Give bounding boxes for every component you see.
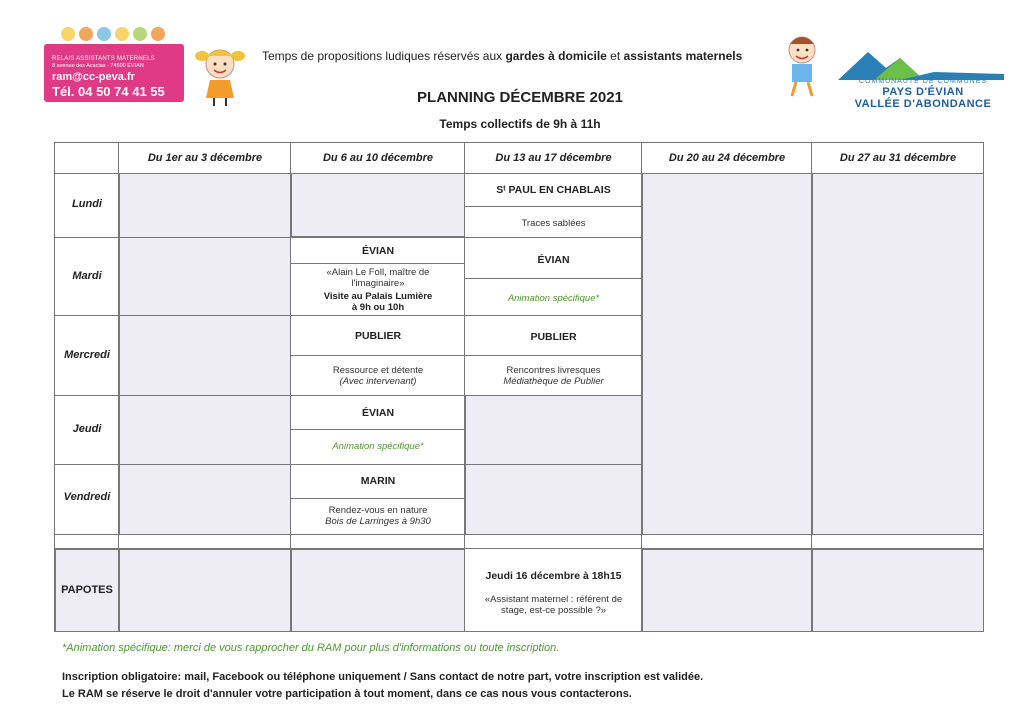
- grid-vline: [118, 143, 119, 632]
- vendredi-w2-activity-line2: Bois de Larringes à 9h30: [325, 516, 431, 527]
- boy-cartoon-icon: [780, 30, 824, 100]
- empty-cell-papotes-w5: [812, 549, 984, 632]
- footer-cancellation-line: Le RAM se réserve le droit d'annuler votre participation à tout moment, dans ce cas nous vous contacterons.: [62, 688, 632, 700]
- lundi-w3-activity: Traces sablées: [521, 218, 586, 229]
- row-label-vendredi: Vendredi: [63, 491, 111, 503]
- intro-bold-2: assistants maternels: [623, 49, 743, 63]
- column-header-2: Du 6 au 10 décembre: [322, 152, 434, 164]
- row-label-mardi: Mardi: [72, 270, 102, 282]
- grid-vline: [464, 143, 465, 632]
- mercredi-w2-location: PUBLIER: [354, 330, 402, 342]
- lundi-w3-location: Sᵗ PAUL EN CHABLAIS: [496, 184, 611, 196]
- ram-address: 8 avenue des Acacias - 74500 ÉVIAN: [52, 63, 144, 69]
- grid-hline: [55, 548, 983, 549]
- grid-subline: [291, 355, 642, 356]
- papotes-w3-topic-line2: stage, est-ce possible ?»: [500, 605, 607, 616]
- empty-cell-w5: [812, 173, 984, 535]
- column-header-5: Du 27 au 31 décembre: [839, 152, 957, 164]
- girl-cartoon-icon: [192, 42, 248, 108]
- footnote-animation: *Animation spécifique: merci de vous rapprocher du RAM pour plus d'informations ou toute inscription.: [62, 642, 560, 654]
- papotes-w3-topic-line1: «Assistant maternel : référent de: [484, 594, 623, 605]
- empty-cell-w1: [119, 173, 291, 535]
- jeudi-w2-location: ÉVIAN: [361, 407, 395, 419]
- mardi-w2-activity-line3: Visite au Palais Lumière: [323, 291, 433, 302]
- vendredi-w2-location: MARIN: [360, 475, 396, 487]
- mardi-w2-location: ÉVIAN: [361, 245, 395, 257]
- mardi-w2-activity-line2: l'imaginaire»: [351, 278, 405, 289]
- column-header-4: Du 20 au 24 décembre: [668, 152, 786, 164]
- grid-subline: [291, 498, 465, 499]
- column-header-1: Du 1er au 3 décembre: [147, 152, 263, 164]
- intro-plain-2: et: [606, 49, 624, 63]
- mardi-w3-activity: Animation spécifique*: [507, 293, 600, 304]
- row-label-mercredi: Mercredi: [64, 349, 110, 361]
- grid-vline: [811, 143, 812, 632]
- column-header-3: Du 13 au 17 décembre: [495, 152, 612, 164]
- grid-subline: [291, 263, 465, 264]
- ram-phone: Tél. 04 50 74 41 55: [52, 84, 165, 99]
- mercredi-w3-location: PUBLIER: [530, 331, 577, 343]
- grid-hline: [55, 464, 642, 465]
- grid-vline: [641, 143, 642, 632]
- empty-cell-jeudi-vendredi-w3: [465, 395, 642, 535]
- row-label-papotes: PAPOTES: [61, 584, 113, 596]
- empty-cell-lundi-w2: [291, 173, 465, 237]
- logo-line-2: PAYS D'ÉVIAN: [882, 86, 964, 98]
- row-label-lundi: Lundi: [72, 198, 102, 210]
- grid-subline: [465, 278, 642, 279]
- planning-table: [54, 142, 984, 632]
- mercredi-w3-activity-line2: Médiathèque de Publier: [503, 376, 604, 387]
- grid-subline: [291, 429, 465, 430]
- page-subtitle: Temps collectifs de 9h à 11h: [439, 117, 601, 131]
- papotes-w3-title: Jeudi 16 décembre à 18h15: [485, 570, 622, 582]
- vendredi-w2-activity-line1: Rendez-vous en nature: [328, 505, 428, 516]
- empty-cell-papotes-w2: [291, 549, 465, 632]
- row-label-jeudi: Jeudi: [72, 423, 102, 435]
- grid-hline: [55, 395, 642, 396]
- mardi-w2-activity-line1: «Alain Le Foll, maître de: [326, 267, 430, 278]
- grid-hline: [55, 173, 983, 174]
- mardi-w2-activity-line4: à 9h ou 10h: [351, 302, 405, 313]
- grid-hline: [55, 534, 983, 535]
- mercredi-w2-activity-line1: Ressource et détente: [332, 365, 424, 376]
- mercredi-w2-activity-line2: (Avec intervenant): [339, 376, 417, 387]
- ram-title: RELAIS ASSISTANTS MATERNELS: [52, 56, 155, 62]
- grid-subline: [465, 206, 642, 207]
- mercredi-w3-activity-line1: Rencontres livresques: [506, 365, 601, 376]
- intro-bold-1: gardes à domicile: [505, 49, 607, 63]
- ram-email: ram@cc-peva.fr: [52, 71, 135, 83]
- grid-hline: [55, 315, 642, 316]
- intro-plain-1: Temps de propositions ludiques réservés aux: [262, 49, 506, 63]
- logo-line-3: VALLÉE D'ABONDANCE: [854, 98, 992, 110]
- empty-cell-w4: [642, 173, 812, 535]
- jeudi-w2-activity: Animation spécifique*: [332, 441, 424, 452]
- logo-line-1: COMMUNAUTÉ DE COMMUNES: [858, 78, 988, 85]
- page-title: PLANNING DÉCEMBRE 2021: [417, 89, 623, 106]
- grid-vline: [290, 143, 291, 632]
- intro-text: [262, 49, 782, 63]
- empty-cell-papotes-w1: [119, 549, 291, 632]
- empty-cell-papotes-w4: [642, 549, 812, 632]
- footer-registration-line: Inscription obligatoire: mail, Facebook ou téléphone uniquement / Sans contact de notre part, votre inscription est validée.: [62, 671, 704, 683]
- grid-hline: [55, 237, 642, 238]
- kids-illustration-icon: [56, 22, 176, 46]
- ram-contact-box: [44, 44, 184, 102]
- mardi-w3-location: ÉVIAN: [537, 254, 570, 266]
